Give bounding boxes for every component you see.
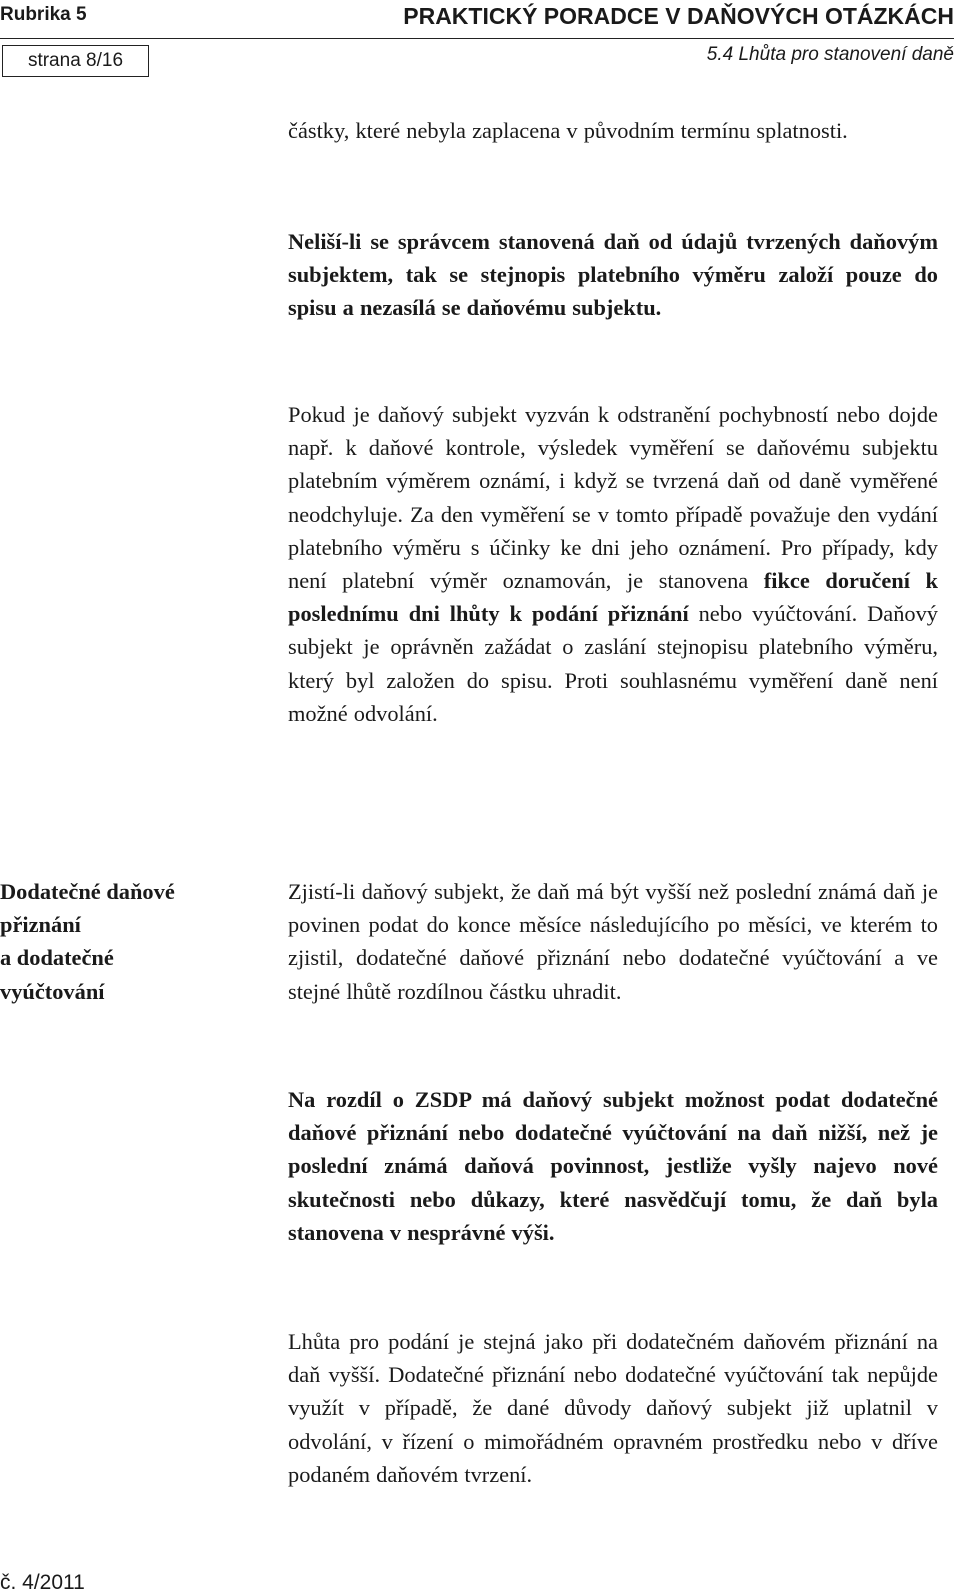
side-heading-line: a dodatečné: [0, 945, 114, 971]
paragraph-vymereni: [288, 398, 938, 730]
side-heading-line: vyúčtování: [0, 978, 105, 1004]
paragraph-lhuta: Lhůta pro podání je stejná jako při dodatečném daňovém přiznání na daň vyšší. Dodatečné přiznání nebo dodatečné vyúčtování tak nepůjde využít v případě, že dané důvody daňový subjekt již uplatnil v odvolání, v řízení o mimořádném opravném prostředku nebo v dříve podaném daňovém tvrzení.: [288, 1329, 938, 1487]
paragraph-text: Pokud je daňový subjekt vyzván k odstranění pochybností nebo dojde např. k daňové kontrole, výsledek vyměření se daňovému subjektu platebním výměrem oznámí, i když se tvrzená daň od daně vyměřené neodchyluje. Za den vyměření se v tomto případě považuje den vydání platebního výměru s účinky ke dni jeho oznámení. Pro případy, kdy není platební výměr oznamován, je stanovena: [288, 402, 938, 594]
paragraph-dodatecne: Zjistí-li daňový subjekt, že daň má být vyšší než poslední známá daň je povinen podat do konce měsíce následujícího po měsíci, ve kterém to zjistil, dodatečné daňové přiznání nebo dodatečné vyúčtování a ve stejné lhůtě rozdílnou částku uhradit.: [288, 879, 938, 1004]
paragraph-text: nebo vyúčtování. Daňový subjekt je oprávněn zažádat o zaslání stejnopisu platebního výměru, který byl založen do spisu. Proti souhlasnému vyměření daně není možné odvolání.: [288, 601, 939, 726]
rubrika-label: Rubrika 5: [0, 4, 87, 25]
paragraph-bold-notice: Neliší-li se správcem stanovená daň od údajů tvrzených daňovým subjektem, tak se stejnopis platebního výměru založí pouze do spisu a nezasílá se daňovému subjektu.: [288, 229, 938, 321]
section-title: 5.4 Lhůta pro stanovení daně: [706, 44, 954, 65]
side-heading-line: Dodatečné daňové: [0, 879, 175, 904]
page-indicator: strana 8/16: [2, 45, 149, 77]
header-rule: [0, 38, 954, 39]
side-heading: [0, 875, 260, 1008]
issue-number: č. 4/2011: [0, 1571, 85, 1594]
paragraph-bold-zsdp: Na rozdíl o ZSDP má daňový subjekt možnost podat dodatečné daňové přiznání nebo dodatečné vyúčtování na daň nižší, než je poslední známá daňová povinnost, jestliže vyšly najevo nové skutečnosti nebo důkazy, které nasvědčují tomu, že daň byla stanovena v nesprávné výši.: [288, 1087, 938, 1245]
publication-title: PRAKTICKÝ PORADCE V DAŇOVÝCH OTÁZKÁCH: [403, 3, 954, 29]
side-heading-line: přiznání: [0, 912, 81, 938]
paragraph-continuation: částky, které nebyla zaplacena v původním termínu splatnosti.: [288, 118, 848, 143]
emphasis-fikce-doruceni: fikce doručení k poslednímu dni lhůty k podání přiznání: [288, 568, 938, 627]
